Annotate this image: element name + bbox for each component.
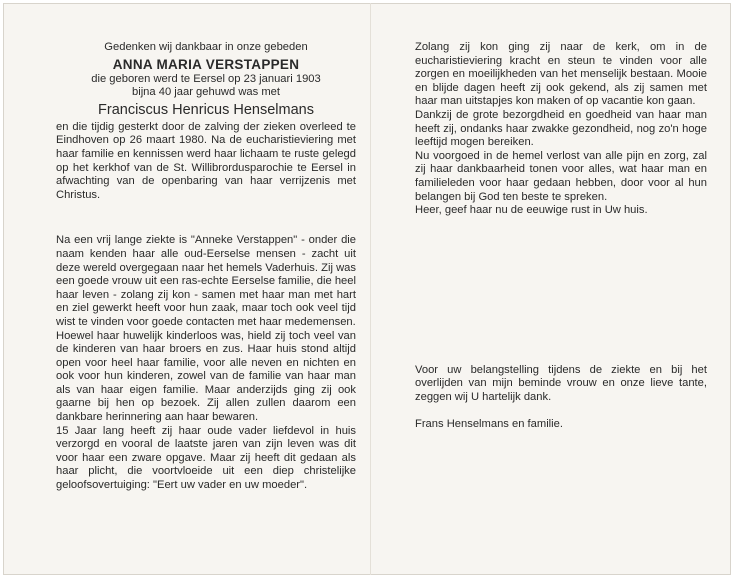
intro-text: en die tijdig gesterkt door de zalving der zieken overleed te Eindhoven op 26 maart 1980. Na de eucharistieviering met haar familie en kennissen werd haar lichaam te ruste gelegd op het kerkhof van de St. Willibrordusparochie te Eersel in afwachting van de openbaring van haar verrijzenis met Christus. [56,120,356,201]
signature-line: Frans Henselmans en familie. [415,417,563,430]
husband-name: Franciscus Henricus Henselmans [98,101,314,118]
biography-paragraph-1: Na een vrij lange ziekte is "Anneke Verstappen" - onder die naam kenden haar alle oud-Eerselse mensen - zacht uit deze wereld overgegaan naar het hemels Vaderhuis. Zij was een goede vrouw uit een ras-echte Eerselse familie, die heel haar leven - zolang zij kon - samen met haar man met hart en ziel gewerkt heeft voor hun zaak, maar toch ook veel tijd wist te vinden voor goede contacten met haar medemensen. [56,234,356,328]
right-paragraph-2: Dankzij de grote bezorgdheid en goedheid van haar man heeft zij, ondanks haar zwakke gezondheid, nog zo'n hoge leeftijd mogen bereiken. [415,108,707,149]
prayer-line: Heer, geef haar nu de eeuwige rust in Uw huis. [415,204,648,217]
deceased-name: ANNA MARIA VERSTAPPEN [112,56,300,72]
intro-line: Gedenken wij dankbaar in onze gebeden [104,41,308,53]
right-paragraph-1: Zolang zij kon ging zij naar de kerk, om in de eucharistieviering kracht en steun te vinden voor alle zorgen en moeilijkheden van het menselijk bestaan. Mooie en blijde dagen heeft zij ook gekend, als zij samen met haar man uitstapjes kon maken of op vacantie kon gaan. [415,41,707,108]
thanks-text: Voor uw belangstelling tijdens de ziekte en bij het overlijden van mijn beminde vrouw en onze lieve tante, zeggen wij U hartelijk dank. [415,363,707,403]
right-page [415,41,707,431]
marriage-line: bijna 40 jaar gehuwd was met [131,86,280,99]
birth-line: die geboren werd te Eersel op 23 januari 1903 [91,72,321,85]
right-paragraph-3: Nu voorgoed in de hemel verlost van alle pijn en zorg, zal zij haar dankbaarheid tonen voor alles, wat haar man en familieleden voor haar gedaan hebben, door voor al hun belangen bij God ten beste te spreken. [415,149,707,203]
biography-paragraph-3: 15 Jaar lang heeft zij haar oude vader liefdevol in huis verzorgd en vooral de laatste jaren van zijn leven was dit voor haar een zware opgave. Maar zij heeft dit gedaan als haar plicht, die voortvloeide uit een diep christelijke geloofsovertuiging: "Eert uw vader en uw moeder". [56,424,356,492]
card-fold [370,3,371,575]
biography-paragraph-2: Hoewel haar huwelijk kinderloos was, hield zij toch veel van de kinderen van haar broers en zus. Haar huis stond altijd open voor heel haar familie, voor alle neven en nichten en ook voor hun kinderen, zowel van de familie van haar man als van haar eigen familie. Maar anderzijds ging zij ook gaarne bij hen op bezoek. Zij allen zullen daarom een dankbare herinnering aan haar bewaren. [56,329,356,424]
left-page [56,41,356,493]
